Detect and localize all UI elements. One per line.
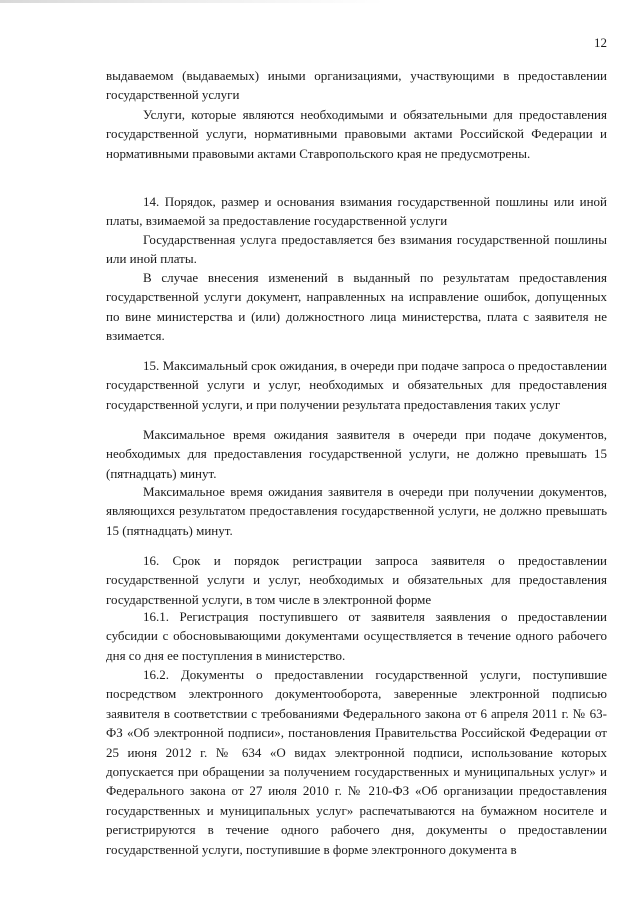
section-15-heading: 15. Максимальный срок ожидания, в очереди при подаче запроса о предоставлении государственной услуги и услуг, необходимых и обязательных для предоставления государственной услуги, и при получении результата предоставления таких услуг [106, 358, 607, 412]
section-14-heading: 14. Порядок, размер и основания взимания государственной пошлины или иной платы, взимаемой за предоставление государственной услуги [106, 194, 607, 229]
page-number: 12 [594, 35, 607, 50]
paragraph-16-2: 16.2. Документы о предоставлении государственной услуги, поступившие посредством электронного документооборота, заверенные электронной подписью заявителя в соответствии с требованиями Федерального закона от 6 апреля 2011 г. № 63-ФЗ «Об электронной подписи», постановления Правительства Российской Федерации от 25 июня 2012 г. № 634 «О видах электронной подписи, использование которых допускается при обращении за получением государственных и муниципальных услуг» и Федерального закона от 27 июля 2010 г. № 210-ФЗ «Об организации предоставления государственных и муниципальных услуг» распечатываются на бумажном носителе и регистрируются в течение одного рабочего дня, документы о предоставлении государственной услуги, поступившие в форме электронного документа в [106, 667, 607, 857]
paragraph-continuation: выдаваемом (выдаваемых) иными организациями, участвующими в предоставлении государственной услуги [106, 68, 607, 103]
paragraph-wait-submit: Максимальное время ожидания заявителя в очереди при подаче документов, необходимых для предоставления государственной услуги, не должно превышать 15 (пятнадцать) минут. [106, 427, 607, 481]
section-16-heading: 16. Срок и порядок регистрации запроса заявителя о предоставлении государственной услуги и услуг, необходимых и обязательных для предоставления государственной услуги, в том числе в электронной форме [106, 553, 607, 607]
paragraph-16-1: 16.1. Регистрация поступившего от заявителя заявления о предоставлении субсидии с обосновывающими документами осуществляется в течение одного рабочего дня со дня ее поступления в министерство. [106, 609, 607, 663]
paragraph-services: Услуги, которые являются необходимыми и обязательными для предоставления государственной услуги, нормативными правовыми актами Российской Федерации и нормативными правовыми актами Ставропольского края не предусмотрены. [106, 107, 607, 161]
paragraph-wait-receive: Максимальное время ожидания заявителя в очереди при получении документов, являющихся результатом предоставления государственной услуги, не должно превышать 15 (пятнадцать) минут. [106, 484, 607, 538]
paragraph-corrections: В случае внесения изменений в выданный по результатам предоставления государственной услуги документ, направленных на исправление ошибок, допущенных по вине министерства и (или) должностного лица министерства, плата с заявителя не взимается. [106, 270, 607, 344]
paragraph-no-fee: Государственная услуга предоставляется без взимания государственной пошлины или иной платы. [106, 232, 607, 267]
scan-edge-shadow [0, 0, 639, 3]
